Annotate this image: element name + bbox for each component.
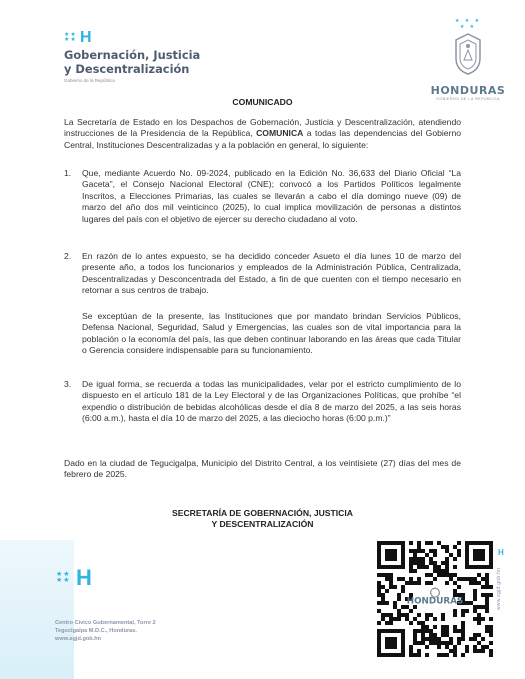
intro-text-post: a todas las dependencias del Gobierno Central, Instituciones Descentralizadas y a la población en general, lo siguiente: (64, 128, 461, 150)
footer-h-star-logo-icon: ★★ ★★ H (56, 565, 92, 590)
footer-address (55, 619, 156, 644)
list-item-number: 2. (64, 251, 72, 261)
list-item (64, 251, 461, 297)
document-title: COMUNICADO (232, 97, 293, 107)
qr-code[interactable] (377, 541, 493, 657)
qr-url: www.sgjd.gob.hn (496, 567, 502, 610)
list-item-text: En razón de lo antes expuesto, se ha decidido conceder Asueto el día lunes 10 de marzo del presente año, a todos los funcionarios y empleados de la Administración Pública, Centralizada, Descentralizadas y Desconcentrada del Estado, a fin de que cuenten con el tiempo necesario en retornar a sus centros de trabajo. (82, 251, 461, 296)
intro-paragraph (64, 117, 461, 151)
stars-icon: ★ ★ ★ ★ ★ (454, 18, 482, 30)
government-label: GOBIERNO DE LA REPÚBLICA (436, 97, 500, 101)
list-item-number: 1. (64, 168, 72, 178)
org-subtitle: Gobierno de la República (64, 78, 115, 83)
org-name-line1: Gobernación, Justicia (64, 48, 201, 62)
qr-center-label: HONDURAS (406, 596, 464, 607)
signature-block (0, 508, 525, 531)
org-name (64, 48, 234, 76)
address-line1: Centro Cívico Gubernamental, Torre 2 (55, 620, 156, 626)
signature-line1: SECRETARÍA DE GOBERNACIÓN, JUSTICIA (172, 508, 353, 518)
intro-text-bold: COMUNICA (256, 128, 304, 139)
address-line2: Tegucigalpa M.D.C., Honduras. (55, 628, 137, 635)
honduras-logo (426, 18, 510, 101)
h-star-logo-icon: ★★ ★★ H (64, 29, 92, 46)
coat-of-arms-icon (450, 32, 486, 76)
closing-paragraph: Dado en la ciudad de Tegucigalpa, Municipio del Distrito Central, a los veintisiete (27) días del mes de febrero de 2025. (64, 458, 461, 480)
list-item (64, 168, 461, 225)
website-link[interactable]: www.sgjd.gob.hn (55, 636, 102, 643)
list-item-text: Se exceptúan de la presente, las Instituciones que por mandato brindan Servicios Públicos, Defensa Nacional, Seguridad, Salud y Emergencias, las cuales son de vital importancia para la población o la economía del país, las que deben continuar laborando en las áreas que cada Titular o Gerencia considere indispensable para su funcionamiento. (82, 311, 461, 356)
list-item-number: 3. (64, 379, 72, 389)
signature-line2: Y DESCENTRALIZACIÓN (211, 519, 314, 530)
qr-h-logo-icon: H (498, 548, 504, 557)
footer-color-band (0, 540, 74, 679)
intro-text-pre: La Secretaría de Estado en los Despachos de Gobernación, Justicia y Descentralización, atendiendo instrucciones de la Presidencia de la República, (64, 117, 461, 139)
list-item (64, 379, 461, 425)
country-name: HONDURAS (430, 84, 506, 97)
ministry-logo (64, 30, 234, 83)
list-item-text: Que, mediante Acuerdo No. 09-2024, publicado en la Edición No. 36,633 del Diario Oficial “La Gaceta”, el Consejo Nacional Electoral (CNE); convocó a los Partidos Políticos legalmente Inscritos, a Elecciones Primarias, las cuales se llevarán a cabo el día domingo nueve (09) de marzo del año dos mil veinticinco (2025), lo cual implica movilización de personas a distintos lugares del país con el objetivo de ejercer su derecho ciudadano al voto. (82, 168, 461, 224)
org-name-line2: y Descentralización (64, 62, 190, 76)
list-item-continuation (64, 311, 461, 357)
list-item-text: De igual forma, se recuerda a todas las municipalidades, velar por el estricto cumplimiento de lo dispuesto en el artículo 181 de la Ley Electoral y de las Organizaciones Políticas, que prohíbe “el expendio o distribución de bebidas alcohólicas desde el día 8 de marzo del 2025, a las seis horas (6:00 a.m.), hasta el día 10 de marzo del 2025, a las dieciocho horas (6:00 p.m.)” (82, 379, 461, 424)
